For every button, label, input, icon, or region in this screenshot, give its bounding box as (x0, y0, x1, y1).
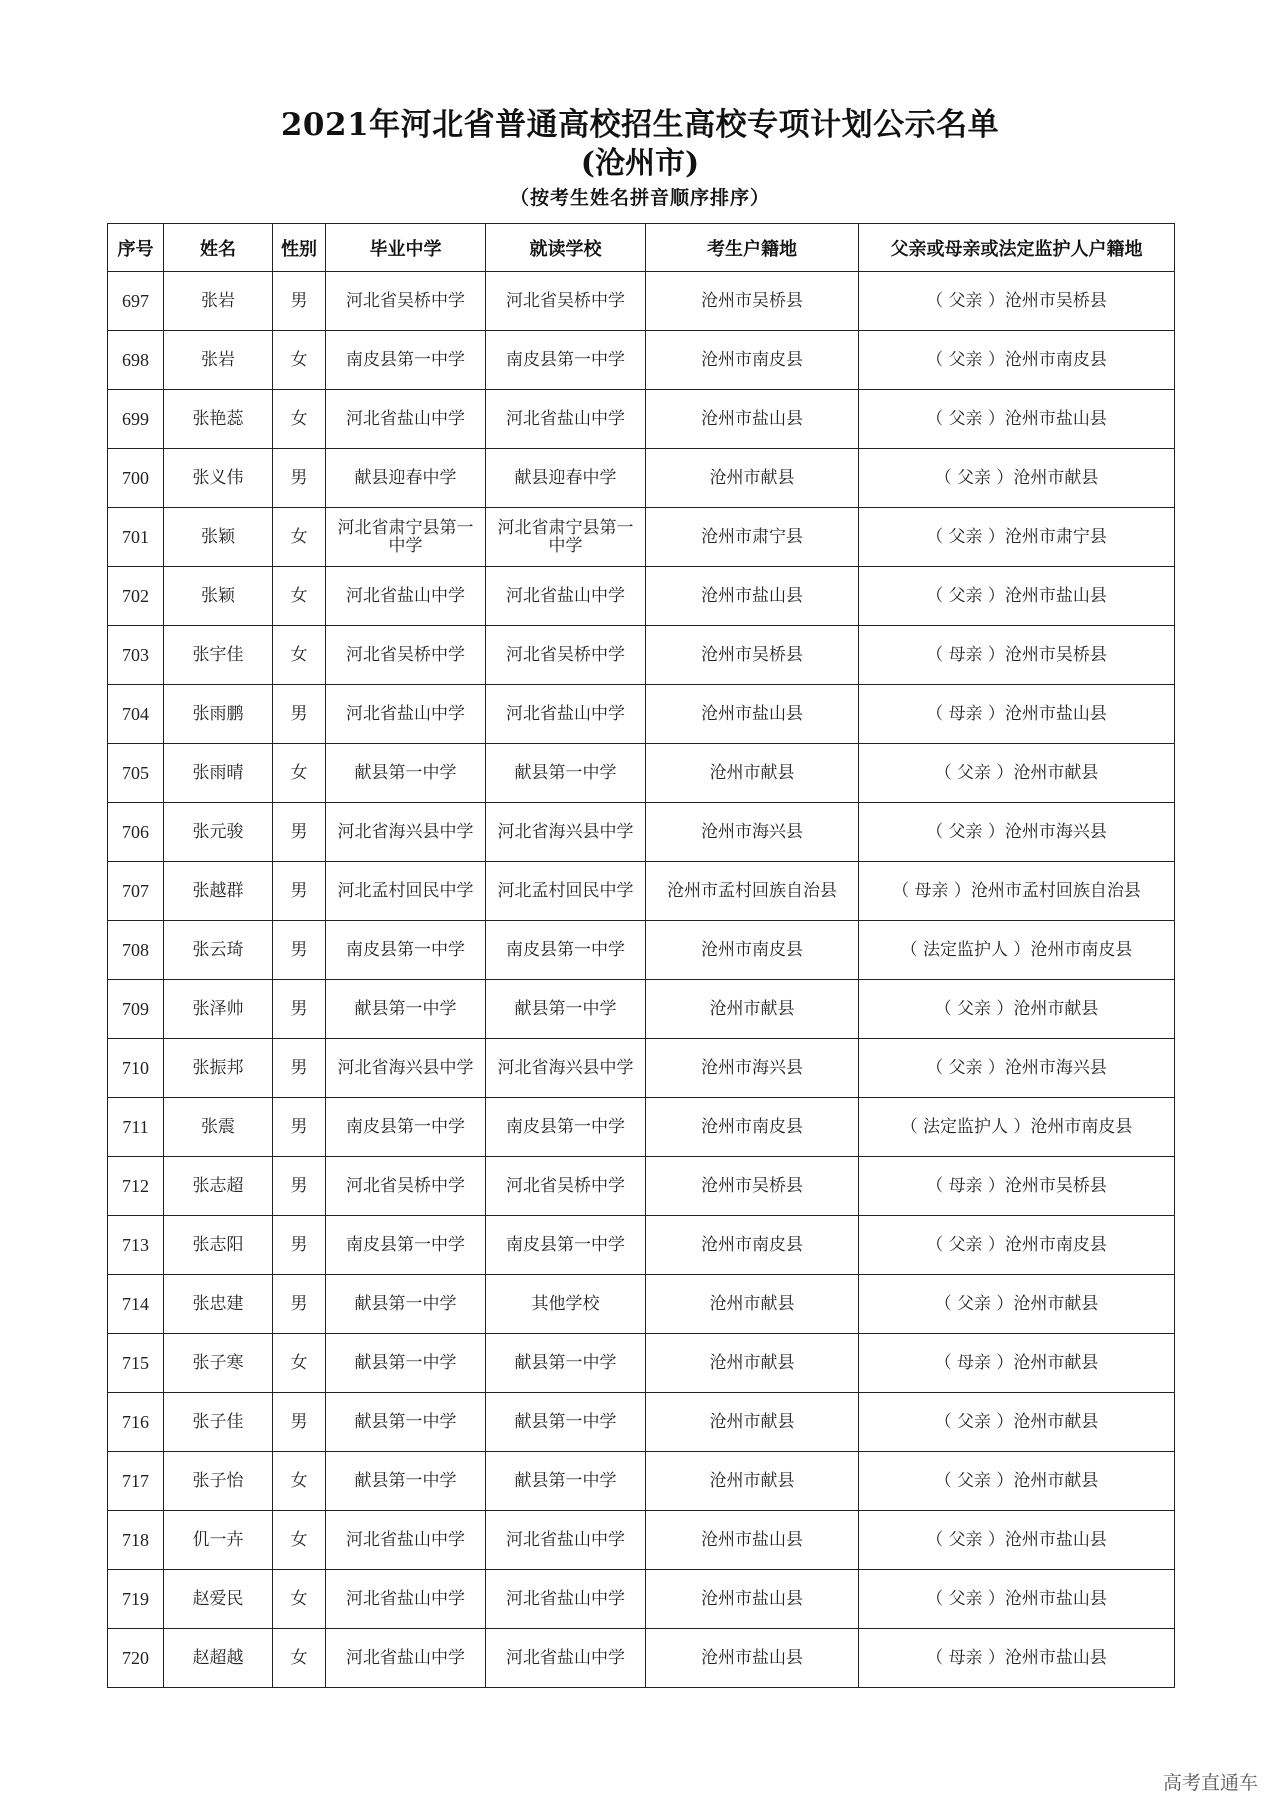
cell-gender: 女 (273, 508, 326, 567)
cell-gender: 男 (273, 1393, 326, 1452)
cell-name: 张震 (164, 1098, 273, 1157)
cell-candidate-residence: 沧州市肃宁县 (646, 508, 859, 567)
cell-name: 赵超越 (164, 1629, 273, 1688)
cell-name: 张振邦 (164, 1039, 273, 1098)
cell-index: 697 (108, 272, 164, 331)
cell-current-school: 河北省吴桥中学 (486, 626, 646, 685)
document-header (0, 105, 1280, 213)
table-row (108, 685, 1175, 744)
cell-name: 张子寒 (164, 1334, 273, 1393)
column-header-gender: 性别 (273, 224, 326, 272)
table-row (108, 272, 1175, 331)
cell-guardian-residence: （ 父亲 ）沧州市献县 (859, 1452, 1175, 1511)
cell-candidate-residence: 沧州市献县 (646, 1334, 859, 1393)
column-header-guardian-residence: 父亲或母亲或法定监护人户籍地 (859, 224, 1175, 272)
cell-graduation-school: 南皮县第一中学 (326, 1098, 486, 1157)
cell-gender: 男 (273, 449, 326, 508)
cell-name: 张泽帅 (164, 980, 273, 1039)
cell-graduation-school: 河北省吴桥中学 (326, 626, 486, 685)
cell-candidate-residence: 沧州市献县 (646, 980, 859, 1039)
table-row (108, 1275, 1175, 1334)
cell-current-school: 南皮县第一中学 (486, 921, 646, 980)
cell-index: 710 (108, 1039, 164, 1098)
column-header-index: 序号 (108, 224, 164, 272)
cell-graduation-school: 南皮县第一中学 (326, 1216, 486, 1275)
cell-index: 699 (108, 390, 164, 449)
table-row (108, 1157, 1175, 1216)
cell-candidate-residence: 沧州市海兴县 (646, 1039, 859, 1098)
cell-index: 716 (108, 1393, 164, 1452)
cell-index: 720 (108, 1629, 164, 1688)
table-row (108, 1098, 1175, 1157)
cell-graduation-school: 河北省盐山中学 (326, 567, 486, 626)
cell-name: 张雨鹏 (164, 685, 273, 744)
cell-graduation-school: 献县第一中学 (326, 1393, 486, 1452)
cell-gender: 男 (273, 1275, 326, 1334)
cell-index: 713 (108, 1216, 164, 1275)
cell-name: 张志阳 (164, 1216, 273, 1275)
cell-guardian-residence: （ 父亲 ）沧州市肃宁县 (859, 508, 1175, 567)
table-row (108, 1393, 1175, 1452)
cell-candidate-residence: 沧州市孟村回族自治县 (646, 862, 859, 921)
cell-candidate-residence: 沧州市献县 (646, 1452, 859, 1511)
cell-current-school: 河北省盐山中学 (486, 1511, 646, 1570)
table-body (108, 272, 1175, 1688)
cell-index: 702 (108, 567, 164, 626)
cell-current-school: 献县第一中学 (486, 1393, 646, 1452)
cell-gender: 男 (273, 1216, 326, 1275)
cell-gender: 男 (273, 685, 326, 744)
cell-gender: 女 (273, 1570, 326, 1629)
cell-gender: 男 (273, 862, 326, 921)
cell-gender: 男 (273, 921, 326, 980)
cell-gender: 女 (273, 331, 326, 390)
cell-guardian-residence: （ 父亲 ）沧州市盐山县 (859, 567, 1175, 626)
cell-current-school: 河北省吴桥中学 (486, 1157, 646, 1216)
cell-graduation-school: 献县第一中学 (326, 1275, 486, 1334)
cell-gender: 女 (273, 1334, 326, 1393)
watermark-logo: 高考直通车 (1162, 1772, 1258, 1794)
cell-gender: 女 (273, 626, 326, 685)
cell-candidate-residence: 沧州市南皮县 (646, 1098, 859, 1157)
cell-graduation-school: 河北省吴桥中学 (326, 272, 486, 331)
cell-index: 703 (108, 626, 164, 685)
cell-gender: 男 (273, 980, 326, 1039)
cell-graduation-school: 献县第一中学 (326, 744, 486, 803)
table-row (108, 567, 1175, 626)
cell-current-school: 南皮县第一中学 (486, 1216, 646, 1275)
cell-index: 704 (108, 685, 164, 744)
cell-index: 715 (108, 1334, 164, 1393)
cell-graduation-school: 河北省海兴县中学 (326, 803, 486, 862)
cell-current-school: 河北省肃宁县第一中学 (486, 508, 646, 567)
cell-candidate-residence: 沧州市献县 (646, 1393, 859, 1452)
cell-name: 张忠建 (164, 1275, 273, 1334)
cell-guardian-residence: （ 母亲 ）沧州市盐山县 (859, 685, 1175, 744)
cell-index: 707 (108, 862, 164, 921)
cell-name: 张子佳 (164, 1393, 273, 1452)
cell-graduation-school: 河北省盐山中学 (326, 1570, 486, 1629)
cell-candidate-residence: 沧州市盐山县 (646, 1629, 859, 1688)
cell-gender: 女 (273, 1511, 326, 1570)
cell-gender: 男 (273, 272, 326, 331)
table-row (108, 1039, 1175, 1098)
cell-gender: 男 (273, 1098, 326, 1157)
cell-guardian-residence: （ 父亲 ）沧州市盐山县 (859, 1570, 1175, 1629)
cell-gender: 女 (273, 567, 326, 626)
cell-guardian-residence: （ 父亲 ）沧州市献县 (859, 980, 1175, 1039)
cell-guardian-residence: （ 母亲 ）沧州市吴桥县 (859, 1157, 1175, 1216)
cell-index: 711 (108, 1098, 164, 1157)
cell-name: 张义伟 (164, 449, 273, 508)
cell-current-school: 河北省盐山中学 (486, 567, 646, 626)
cell-guardian-residence: （ 父亲 ）沧州市盐山县 (859, 1511, 1175, 1570)
cell-graduation-school: 河北省海兴县中学 (326, 1039, 486, 1098)
cell-guardian-residence: （ 法定监护人 ）沧州市南皮县 (859, 1098, 1175, 1157)
table-row (108, 744, 1175, 803)
cell-current-school: 河北孟村回民中学 (486, 862, 646, 921)
cell-index: 701 (108, 508, 164, 567)
cell-guardian-residence: （ 母亲 ）沧州市吴桥县 (859, 626, 1175, 685)
cell-name: 张越群 (164, 862, 273, 921)
cell-candidate-residence: 沧州市盐山县 (646, 1511, 859, 1570)
cell-guardian-residence: （ 父亲 ）沧州市吴桥县 (859, 272, 1175, 331)
cell-name: 张云琦 (164, 921, 273, 980)
cell-name: 张艳蕊 (164, 390, 273, 449)
cell-current-school: 献县第一中学 (486, 1334, 646, 1393)
cell-current-school: 南皮县第一中学 (486, 1098, 646, 1157)
cell-index: 700 (108, 449, 164, 508)
cell-guardian-residence: （ 父亲 ）沧州市南皮县 (859, 331, 1175, 390)
cell-name: 张元骏 (164, 803, 273, 862)
cell-candidate-residence: 沧州市吴桥县 (646, 272, 859, 331)
cell-current-school: 河北省吴桥中学 (486, 272, 646, 331)
cell-guardian-residence: （ 母亲 ）沧州市盐山县 (859, 1629, 1175, 1688)
cell-name: 张颖 (164, 567, 273, 626)
table-row (108, 862, 1175, 921)
cell-name: 赵爱民 (164, 1570, 273, 1629)
cell-guardian-residence: （ 父亲 ）沧州市献县 (859, 1275, 1175, 1334)
sort-note: （按考生姓名拼音顺序排序） (509, 187, 770, 209)
cell-index: 718 (108, 1511, 164, 1570)
cell-index: 709 (108, 980, 164, 1039)
table-row (108, 803, 1175, 862)
table-row (108, 921, 1175, 980)
table-row (108, 980, 1175, 1039)
cell-name: 张志超 (164, 1157, 273, 1216)
cell-graduation-school: 河北省盐山中学 (326, 1511, 486, 1570)
cell-graduation-school: 献县第一中学 (326, 1334, 486, 1393)
cell-current-school: 献县第一中学 (486, 744, 646, 803)
table-header-row (108, 224, 1175, 272)
cell-candidate-residence: 沧州市献县 (646, 1275, 859, 1334)
cell-name: 张雨晴 (164, 744, 273, 803)
page-subtitle: (沧州市) (580, 146, 700, 181)
cell-index: 706 (108, 803, 164, 862)
cell-candidate-residence: 沧州市盐山县 (646, 685, 859, 744)
cell-graduation-school: 河北省吴桥中学 (326, 1157, 486, 1216)
page-title: 2021年河北省普通高校招生高校专项计划公示名单 (280, 107, 1000, 143)
table-row (108, 1570, 1175, 1629)
column-header-name: 姓名 (164, 224, 273, 272)
cell-index: 708 (108, 921, 164, 980)
column-header-graduation-school: 毕业中学 (326, 224, 486, 272)
cell-candidate-residence: 沧州市盐山县 (646, 1570, 859, 1629)
cell-graduation-school: 河北省盐山中学 (326, 1629, 486, 1688)
cell-guardian-residence: （ 法定监护人 ）沧州市南皮县 (859, 921, 1175, 980)
cell-graduation-school: 献县第一中学 (326, 1452, 486, 1511)
cell-candidate-residence: 沧州市南皮县 (646, 921, 859, 980)
cell-gender: 女 (273, 744, 326, 803)
cell-guardian-residence: （ 父亲 ）沧州市献县 (859, 744, 1175, 803)
cell-gender: 男 (273, 1157, 326, 1216)
cell-name: 仉一卉 (164, 1511, 273, 1570)
table-row (108, 626, 1175, 685)
cell-guardian-residence: （ 父亲 ）沧州市献县 (859, 449, 1175, 508)
cell-guardian-residence: （ 父亲 ）沧州市献县 (859, 1393, 1175, 1452)
cell-name: 张子怡 (164, 1452, 273, 1511)
cell-index: 717 (108, 1452, 164, 1511)
cell-candidate-residence: 沧州市盐山县 (646, 567, 859, 626)
cell-guardian-residence: （ 父亲 ）沧州市南皮县 (859, 1216, 1175, 1275)
cell-candidate-residence: 沧州市献县 (646, 449, 859, 508)
table-row (108, 390, 1175, 449)
cell-current-school: 河北省盐山中学 (486, 390, 646, 449)
cell-graduation-school: 献县第一中学 (326, 980, 486, 1039)
cell-guardian-residence: （ 父亲 ）沧州市海兴县 (859, 1039, 1175, 1098)
cell-name: 张颖 (164, 508, 273, 567)
cell-candidate-residence: 沧州市吴桥县 (646, 1157, 859, 1216)
cell-current-school: 河北省海兴县中学 (486, 803, 646, 862)
table-row (108, 508, 1175, 567)
cell-graduation-school: 献县迎春中学 (326, 449, 486, 508)
table-row (108, 1629, 1175, 1688)
cell-index: 705 (108, 744, 164, 803)
cell-candidate-residence: 沧州市南皮县 (646, 1216, 859, 1275)
cell-graduation-school: 南皮县第一中学 (326, 331, 486, 390)
table-row (108, 1511, 1175, 1570)
table-row (108, 1452, 1175, 1511)
cell-name: 张岩 (164, 331, 273, 390)
cell-current-school: 其他学校 (486, 1275, 646, 1334)
cell-candidate-residence: 沧州市吴桥县 (646, 626, 859, 685)
cell-name: 张宇佳 (164, 626, 273, 685)
cell-graduation-school: 河北孟村回民中学 (326, 862, 486, 921)
cell-candidate-residence: 沧州市南皮县 (646, 331, 859, 390)
candidate-table (107, 223, 1175, 1688)
cell-candidate-residence: 沧州市海兴县 (646, 803, 859, 862)
cell-current-school: 献县第一中学 (486, 1452, 646, 1511)
cell-index: 712 (108, 1157, 164, 1216)
cell-current-school: 河北省盐山中学 (486, 1629, 646, 1688)
cell-guardian-residence: （ 母亲 ）沧州市献县 (859, 1334, 1175, 1393)
table-row (108, 1334, 1175, 1393)
column-header-current-school: 就读学校 (486, 224, 646, 272)
cell-gender: 男 (273, 803, 326, 862)
cell-current-school: 河北省海兴县中学 (486, 1039, 646, 1098)
cell-graduation-school: 河北省肃宁县第一中学 (326, 508, 486, 567)
cell-gender: 女 (273, 1452, 326, 1511)
cell-candidate-residence: 沧州市献县 (646, 744, 859, 803)
cell-guardian-residence: （ 母亲 ）沧州市孟村回族自治县 (859, 862, 1175, 921)
table-row (108, 331, 1175, 390)
cell-index: 714 (108, 1275, 164, 1334)
cell-graduation-school: 南皮县第一中学 (326, 921, 486, 980)
cell-graduation-school: 河北省盐山中学 (326, 390, 486, 449)
cell-gender: 男 (273, 1039, 326, 1098)
cell-graduation-school: 河北省盐山中学 (326, 685, 486, 744)
cell-current-school: 献县迎春中学 (486, 449, 646, 508)
cell-index: 698 (108, 331, 164, 390)
cell-current-school: 河北省盐山中学 (486, 1570, 646, 1629)
column-header-candidate-residence: 考生户籍地 (646, 224, 859, 272)
cell-gender: 女 (273, 390, 326, 449)
cell-index: 719 (108, 1570, 164, 1629)
table-row (108, 449, 1175, 508)
cell-gender: 女 (273, 1629, 326, 1688)
cell-current-school: 河北省盐山中学 (486, 685, 646, 744)
cell-current-school: 南皮县第一中学 (486, 331, 646, 390)
cell-current-school: 献县第一中学 (486, 980, 646, 1039)
cell-guardian-residence: （ 父亲 ）沧州市盐山县 (859, 390, 1175, 449)
cell-name: 张岩 (164, 272, 273, 331)
cell-guardian-residence: （ 父亲 ）沧州市海兴县 (859, 803, 1175, 862)
cell-candidate-residence: 沧州市盐山县 (646, 390, 859, 449)
table-row (108, 1216, 1175, 1275)
